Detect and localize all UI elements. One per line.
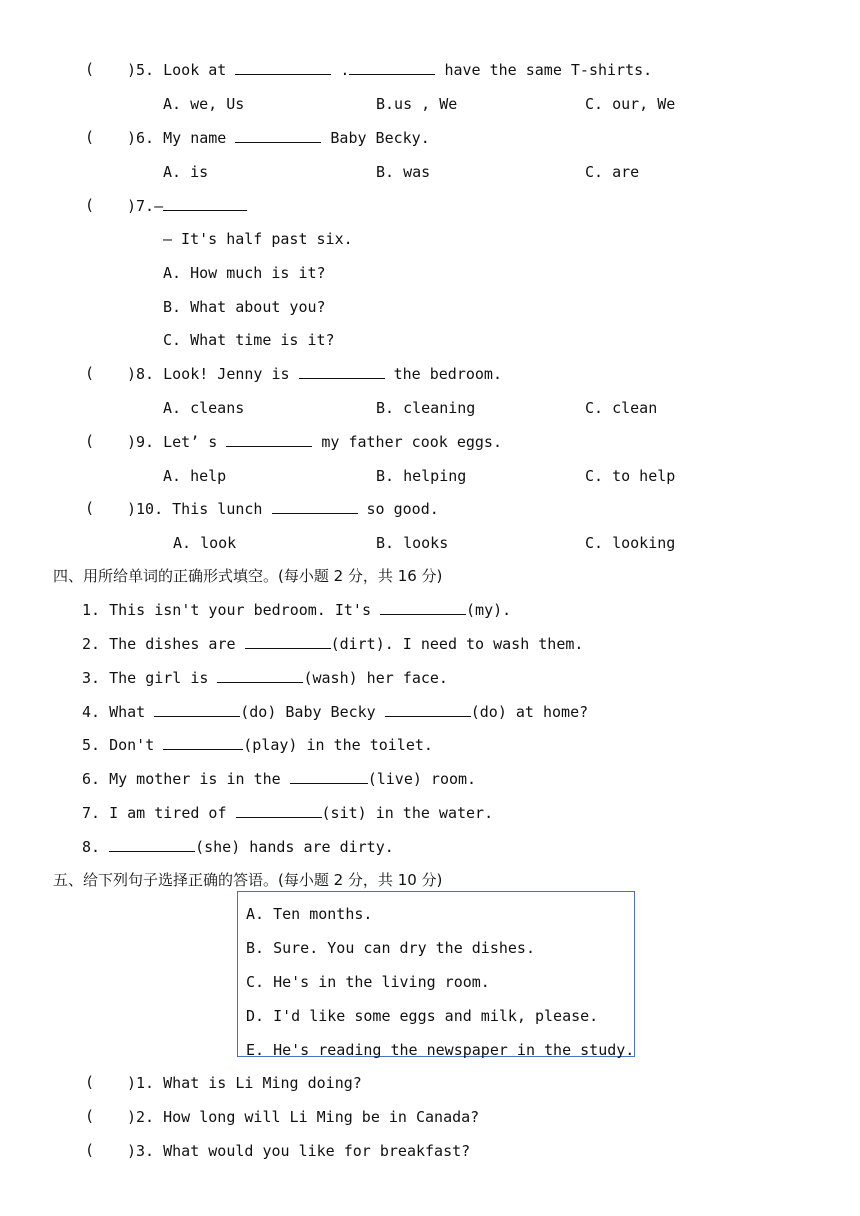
match-question-2 — [127, 1107, 479, 1127]
option-b[interactable]: B.us , We — [376, 95, 458, 113]
question-number: )8. — [127, 365, 155, 383]
question-text: What would you like for breakfast? — [163, 1142, 471, 1160]
answer-blank[interactable] — [163, 735, 243, 750]
option-b[interactable]: B. cleaning — [376, 399, 476, 417]
match-question-1 — [127, 1073, 362, 1093]
question-7 — [127, 196, 247, 216]
answer-paren[interactable]: ( — [85, 499, 95, 517]
question-text: My name — [163, 129, 227, 147]
fill-item-8 — [82, 837, 394, 857]
answer-blank[interactable] — [290, 769, 368, 784]
item-text: (my). — [466, 601, 512, 619]
option-c[interactable]: C. looking — [585, 534, 676, 552]
item-text: (do) Baby Becky — [240, 703, 376, 721]
item-number: 7. — [82, 804, 101, 822]
answer-blank[interactable] — [154, 702, 240, 717]
question-8 — [127, 364, 502, 384]
question-number: )6. — [127, 129, 155, 147]
answer-blank[interactable] — [226, 432, 312, 447]
question-text: What is Li Ming doing? — [163, 1074, 362, 1092]
option-c[interactable]: C. our, We — [585, 95, 676, 113]
answer-blank[interactable] — [236, 803, 322, 818]
question-number: )10. — [127, 500, 164, 518]
item-number: 6. — [82, 770, 101, 788]
answer-paren[interactable]: ( — [85, 196, 95, 214]
item-text: This isn't your bedroom. It's — [109, 601, 371, 619]
option-b[interactable]: B. What about you? — [163, 298, 326, 316]
question-9 — [127, 432, 502, 452]
item-text: I am tired of — [109, 804, 227, 822]
option-c[interactable]: C. clean — [585, 399, 658, 417]
item-text: (play) in the toilet. — [243, 736, 433, 754]
question-text: my father cook eggs. — [321, 433, 502, 451]
section-5-heading: 五、给下列句子选择正确的答语。(每小题 2 分，共 10 分) — [53, 871, 443, 889]
question-number: )7. — [127, 197, 155, 215]
question-text: have the same T-shirts. — [444, 61, 653, 79]
item-number: 2. — [82, 635, 101, 653]
answer-blank[interactable] — [217, 668, 303, 683]
dialogue-answer: — It's half past six. — [163, 230, 353, 248]
answer-paren[interactable]: ( — [85, 1141, 95, 1159]
item-text: My mother is in the — [109, 770, 281, 788]
item-text: Don't — [109, 736, 155, 754]
answer-option-a: A. Ten months. — [246, 905, 373, 923]
item-text: (live) room. — [367, 770, 477, 788]
option-a[interactable]: A. we, Us — [163, 95, 245, 113]
question-text: — — [154, 197, 164, 215]
item-number: 5. — [82, 736, 101, 754]
answer-blank[interactable] — [245, 634, 331, 649]
answer-option-e: E. He's reading the newspaper in the study. — [246, 1041, 635, 1059]
option-b[interactable]: B. was — [376, 163, 431, 181]
item-text: (do) at home? — [470, 703, 589, 721]
item-number: 4. — [82, 703, 101, 721]
option-c[interactable]: C. to help — [585, 467, 676, 485]
question-text: the bedroom. — [393, 365, 502, 383]
question-text: so good. — [366, 500, 439, 518]
fill-item-2 — [82, 634, 583, 654]
fill-item-3 — [82, 668, 448, 688]
question-number: )9. — [127, 433, 155, 451]
option-b[interactable]: B. helping — [376, 467, 467, 485]
question-number: )3. — [127, 1142, 155, 1160]
answer-paren[interactable]: ( — [85, 60, 95, 78]
answer-paren[interactable]: ( — [85, 1107, 95, 1125]
item-text: (sit) in the water. — [321, 804, 494, 822]
match-question-3 — [127, 1141, 470, 1161]
item-number: 8. — [82, 838, 101, 856]
item-text: The girl is — [109, 669, 209, 687]
question-text: Look at — [163, 61, 227, 79]
answer-blank[interactable] — [349, 60, 435, 75]
item-number: 3. — [82, 669, 101, 687]
answer-blank[interactable] — [109, 837, 195, 852]
question-text: This lunch — [172, 500, 263, 518]
answer-paren[interactable]: ( — [85, 364, 95, 382]
answer-blank[interactable] — [235, 60, 331, 75]
question-number: )2. — [127, 1108, 155, 1126]
answer-blank[interactable] — [235, 128, 321, 143]
option-a[interactable]: A. How much is it? — [163, 264, 326, 282]
option-b[interactable]: B. looks — [376, 534, 449, 552]
question-number: )1. — [127, 1074, 155, 1092]
answer-blank[interactable] — [163, 196, 247, 211]
answer-option-c: C. He's in the living room. — [246, 973, 490, 991]
answer-blank[interactable] — [380, 600, 466, 615]
answer-blank[interactable] — [272, 499, 358, 514]
option-a[interactable]: A. cleans — [163, 399, 245, 417]
question-6 — [127, 128, 430, 148]
question-text: Look! Jenny is — [163, 365, 290, 383]
question-text: Baby Becky. — [330, 129, 430, 147]
option-a[interactable]: A. look — [173, 534, 237, 552]
answer-option-b: B. Sure. You can dry the dishes. — [246, 939, 535, 957]
option-a[interactable]: A. help — [163, 467, 227, 485]
item-text: (dirt). I need to wash them. — [330, 635, 584, 653]
item-text: (wash) her face. — [303, 669, 448, 687]
option-a[interactable]: A. is — [163, 163, 209, 181]
answer-paren[interactable]: ( — [85, 1073, 95, 1091]
question-text: How long will Li Ming be in Canada? — [163, 1108, 480, 1126]
item-number: 1. — [82, 601, 101, 619]
fill-item-4 — [82, 702, 588, 722]
question-5 — [127, 60, 652, 80]
fill-item-5 — [82, 735, 433, 755]
question-text: . — [340, 61, 350, 79]
answer-paren[interactable]: ( — [85, 432, 95, 450]
answer-option-d: D. I'd like some eggs and milk, please. — [246, 1007, 599, 1025]
fill-item-1 — [82, 600, 511, 620]
question-10 — [127, 499, 439, 519]
question-number: )5. — [127, 61, 155, 79]
answer-paren[interactable]: ( — [85, 128, 95, 146]
fill-item-7 — [82, 803, 493, 823]
option-c[interactable]: C. are — [585, 163, 640, 181]
item-text: (she) hands are dirty. — [195, 838, 394, 856]
fill-item-6 — [82, 769, 476, 789]
item-text: What — [109, 703, 146, 721]
item-text: The dishes are — [109, 635, 236, 653]
option-c[interactable]: C. What time is it? — [163, 331, 335, 349]
section-4-heading: 四、用所给单词的正确形式填空。(每小题 2 分，共 16 分) — [53, 567, 443, 585]
answer-blank[interactable] — [299, 364, 385, 379]
question-text: Let’ s — [163, 433, 218, 451]
answer-blank[interactable] — [385, 702, 471, 717]
